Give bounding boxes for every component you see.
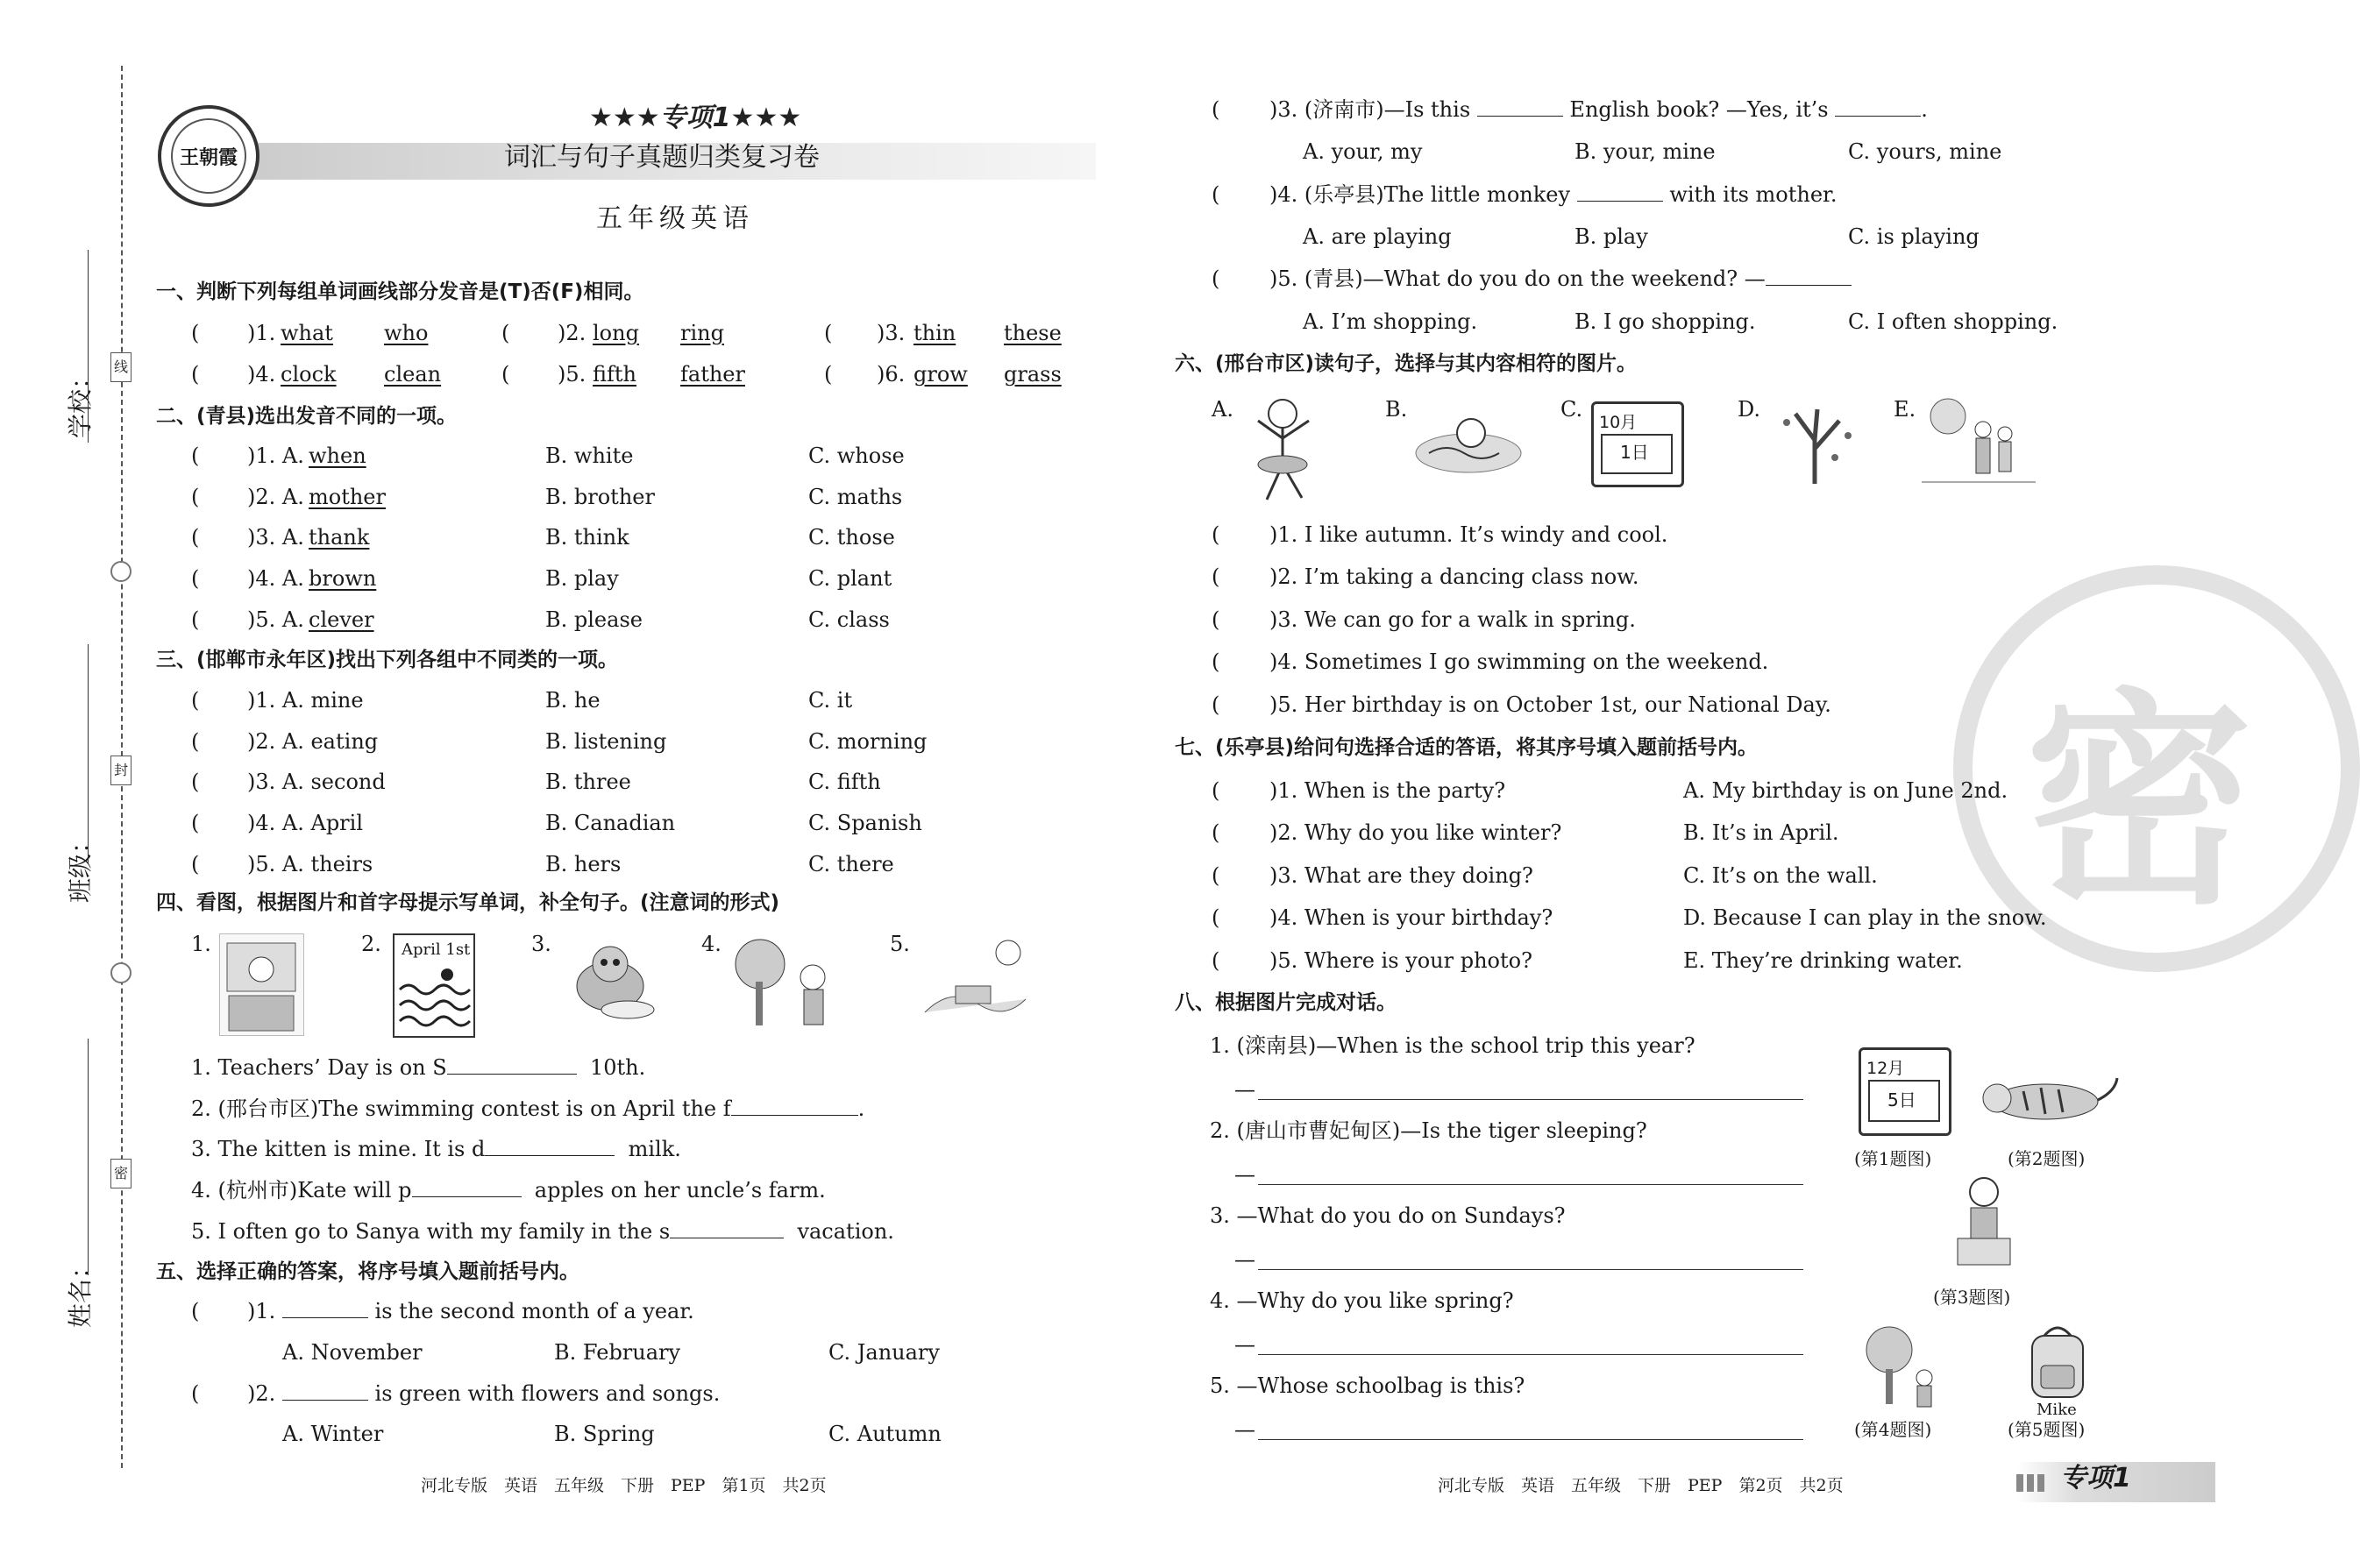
option-word: B. white bbox=[545, 443, 634, 468]
s7-question: )3. What are they doing? bbox=[1269, 863, 1533, 888]
apple-picking-picture bbox=[729, 933, 848, 1030]
option-word: when bbox=[309, 443, 366, 468]
option-word: )1. A. mine bbox=[247, 688, 364, 713]
pic-letter: A. bbox=[1212, 397, 1233, 422]
dialogue-dash: — bbox=[1234, 1417, 1255, 1442]
footer-left: 河北专版 英语 五年级 下册 PEP 第1页 共2页 bbox=[421, 1476, 827, 1495]
mc-option: A. your, my bbox=[1303, 139, 1423, 164]
mc-option: A. I’m shopping. bbox=[1303, 309, 1478, 334]
s1-num: )4. bbox=[247, 362, 276, 387]
pic-letter: E. bbox=[1894, 397, 1916, 422]
option-label: )1. A. bbox=[247, 443, 304, 468]
mc-option: B. February bbox=[554, 1340, 681, 1365]
page-title: 词汇与句子真题归类复习卷 bbox=[504, 142, 820, 173]
s7-answer: D. Because I can play in the snow. bbox=[1683, 905, 2047, 930]
calendar-day: 1日 bbox=[1620, 442, 1649, 463]
mc-option: C. yours, mine bbox=[1848, 139, 2002, 164]
s7-question: )5. Where is your photo? bbox=[1269, 948, 1532, 973]
answer-paren[interactable]: ( bbox=[1212, 948, 1220, 973]
s7-answer: A. My birthday is on June 2nd. bbox=[1683, 778, 2008, 803]
calendar-picture bbox=[1591, 401, 1684, 487]
option-word: thank bbox=[309, 525, 370, 550]
mc-option: C. January bbox=[828, 1340, 940, 1365]
name-label: 姓名： bbox=[66, 1253, 95, 1328]
section-3-title: 三、(邯郸市永年区)找出下列各组中不同类的一项。 bbox=[156, 649, 619, 671]
swimming-boy-picture bbox=[1411, 405, 1525, 479]
s6-item: )4. Sometimes I go swimming on the weekend. bbox=[1269, 649, 1769, 674]
option-word: mother bbox=[309, 485, 386, 509]
s1-word: father bbox=[680, 362, 745, 387]
dialogue-question: 2. (唐山市曹妃甸区)—Is the tiger sleeping? bbox=[1210, 1118, 1647, 1143]
s6-item: )2. I’m taking a dancing class now. bbox=[1269, 564, 1639, 589]
mc-option: C. Autumn bbox=[828, 1422, 942, 1446]
s7-answer: C. It’s on the wall. bbox=[1683, 863, 1878, 888]
section-2-title: 二、(青县)选出发音不同的一项。 bbox=[156, 405, 458, 428]
option-word: C. Spanish bbox=[808, 811, 922, 835]
answer-blank[interactable] bbox=[282, 1298, 368, 1318]
answer-paren[interactable]: ( bbox=[1212, 564, 1220, 589]
answer-paren[interactable]: ( bbox=[1212, 692, 1220, 717]
calendar-date-text: April 1st bbox=[402, 940, 471, 959]
gutter-ornament-icon bbox=[110, 962, 132, 983]
answer-paren[interactable]: ( bbox=[191, 729, 200, 754]
mc-option: B. play bbox=[1575, 224, 1648, 249]
answer-paren[interactable]: ( bbox=[1212, 607, 1220, 632]
mc-option: C. I often shopping. bbox=[1848, 309, 2058, 334]
mc-option: A. November bbox=[282, 1340, 423, 1365]
answer-paren[interactable]: ( bbox=[1212, 182, 1220, 207]
s1-word: grass bbox=[1004, 362, 1062, 387]
answer-paren[interactable]: ( bbox=[1212, 649, 1220, 674]
dialogue-dash: — bbox=[1234, 1332, 1255, 1357]
dialogue-dash: — bbox=[1234, 1162, 1255, 1187]
s7-answer: E. They’re drinking water. bbox=[1683, 948, 1963, 973]
class-label: 班级： bbox=[66, 828, 95, 903]
girl-reading-picture bbox=[1944, 1173, 2023, 1274]
answer-blank[interactable] bbox=[1477, 96, 1563, 117]
answer-paren[interactable]: ( bbox=[191, 525, 200, 550]
mc-option: A. are playing bbox=[1303, 224, 1452, 249]
option-label: )4. A. bbox=[247, 566, 304, 591]
swimming-calendar-picture bbox=[393, 933, 475, 1038]
answer-line[interactable] bbox=[1258, 1269, 1803, 1270]
mc-question: )5. (青县)—What do you do on the weekend? — bbox=[1269, 266, 1852, 292]
option-word: C. maths bbox=[808, 485, 903, 509]
answer-paren[interactable]: ( bbox=[191, 688, 200, 713]
s1-word: what bbox=[281, 321, 333, 345]
pic-num: 4. bbox=[701, 932, 722, 956]
fill-sentence: 2. (邢台市区)The swimming contest is on April the f . bbox=[191, 1096, 865, 1121]
answer-blank[interactable] bbox=[670, 1218, 784, 1238]
s7-question: )4. When is your birthday? bbox=[1269, 905, 1553, 930]
ballet-dancer-picture bbox=[1240, 394, 1324, 504]
section-1-title: 一、判断下列每组单词画线部分发音是(T)否(F)相同。 bbox=[156, 280, 644, 303]
pic-num: 2. bbox=[361, 932, 381, 956]
series-label: ★★★专项1★★★ bbox=[589, 103, 802, 133]
kitten-picture bbox=[558, 938, 661, 1024]
s1-num: )5. bbox=[558, 362, 586, 387]
fill-sentence: 4. (杭州市)Kate will p apples on her uncle’s farm. bbox=[191, 1178, 826, 1203]
answer-paren[interactable]: ( bbox=[1212, 97, 1220, 122]
binding-gutter bbox=[0, 0, 149, 1568]
s1-word: grow bbox=[913, 362, 968, 387]
answer-paren[interactable]: ( bbox=[191, 852, 200, 876]
school-field[interactable] bbox=[88, 250, 89, 443]
teacher-picture bbox=[219, 933, 304, 1036]
dialogue-question: 4. —Why do you like spring? bbox=[1210, 1288, 1514, 1313]
s1-word: thin bbox=[913, 321, 956, 345]
pic-num: 3. bbox=[531, 932, 551, 956]
answer-paren[interactable]: ( bbox=[191, 811, 200, 835]
section-8-title: 八、根据图片完成对话。 bbox=[1175, 991, 1397, 1014]
page-subtitle: 五年级英语 bbox=[596, 203, 754, 234]
class-field[interactable] bbox=[88, 644, 89, 863]
s6-item: )5. Her birthday is on October 1st, our National Day. bbox=[1269, 692, 1831, 717]
s7-question: )2. Why do you like winter? bbox=[1269, 820, 1562, 845]
mc-question: )2. is green with flowers and songs. bbox=[247, 1381, 721, 1406]
answer-line[interactable] bbox=[1258, 1099, 1803, 1100]
s1-num: )2. bbox=[558, 321, 586, 345]
option-word: C. plant bbox=[808, 566, 892, 591]
school-label: 学校： bbox=[66, 364, 95, 438]
option-label: )3. A. bbox=[247, 525, 304, 550]
pic-letter: C. bbox=[1560, 397, 1583, 422]
section-7-title: 七、(乐亭县)给问句选择合适的答语，将其序号填入题前括号内。 bbox=[1175, 736, 1759, 759]
seal-box-1: 线 bbox=[110, 352, 132, 382]
answer-blank[interactable] bbox=[1835, 96, 1921, 117]
dialogue-question: 5. —Whose schoolbag is this? bbox=[1210, 1373, 1525, 1398]
answer-paren[interactable]: ( bbox=[191, 1299, 200, 1323]
option-word: )2. A. eating bbox=[247, 729, 379, 754]
s1-num: )3. bbox=[877, 321, 906, 345]
corner-tag: 专项1 bbox=[2060, 1463, 2131, 1494]
answer-paren[interactable]: ( bbox=[1212, 820, 1220, 845]
answer-paren[interactable]: ( bbox=[1212, 522, 1220, 547]
section-4-title: 四、看图，根据图片和首字母提示写单词，补全句子。(注意词的形式) bbox=[156, 891, 780, 914]
option-label: )5. A. bbox=[247, 607, 304, 632]
answer-blank[interactable] bbox=[1766, 266, 1852, 286]
option-word: )4. A. April bbox=[247, 811, 363, 835]
s1-word: clean bbox=[384, 362, 442, 387]
option-word: B. think bbox=[545, 525, 629, 550]
mc-option: B. Spring bbox=[554, 1422, 655, 1446]
section-5-title: 五、选择正确的答案，将序号填入题前括号内。 bbox=[156, 1260, 579, 1283]
mc-option: C. is playing bbox=[1848, 224, 1980, 249]
fill-sentence: 1. Teachers’ Day is on S 10th. bbox=[191, 1055, 646, 1080]
answer-paren[interactable]: ( bbox=[1212, 778, 1220, 803]
answer-paren[interactable]: ( bbox=[191, 607, 200, 632]
option-word: C. it bbox=[808, 688, 853, 713]
figure-caption: (第5题图) bbox=[2008, 1419, 2086, 1440]
answer-blank[interactable] bbox=[731, 1096, 858, 1116]
name-field[interactable] bbox=[88, 1039, 89, 1275]
mc-option: B. I go shopping. bbox=[1575, 309, 1756, 334]
answer-paren[interactable]: ( bbox=[824, 362, 833, 387]
figure-caption: (第1题图) bbox=[1854, 1148, 1932, 1169]
fill-sentence: 5. I often go to Sanya with my family in the s vacation. bbox=[191, 1219, 894, 1244]
option-word: C. fifth bbox=[808, 770, 881, 794]
s1-word: who bbox=[384, 321, 429, 345]
answer-paren[interactable]: ( bbox=[501, 321, 510, 345]
calendar-month: 10月 bbox=[1599, 413, 1638, 432]
option-word: C. whose bbox=[808, 443, 905, 468]
answer-line[interactable] bbox=[1258, 1439, 1803, 1440]
tiger-picture bbox=[1971, 1065, 2120, 1135]
s1-word: these bbox=[1004, 321, 1062, 345]
option-word: C. there bbox=[808, 852, 894, 876]
option-word: B. hers bbox=[545, 852, 622, 876]
s6-item: )1. I like autumn. It’s windy and cool. bbox=[1269, 522, 1668, 547]
pic-num: 1. bbox=[191, 932, 211, 956]
dialogue-question: 1. (滦南县)—When is the school trip this year? bbox=[1210, 1033, 1695, 1058]
option-word: )3. A. second bbox=[247, 770, 386, 794]
answer-paren[interactable]: ( bbox=[191, 566, 200, 591]
answer-line[interactable] bbox=[1258, 1184, 1803, 1185]
seal-box-3: 密 bbox=[110, 1159, 132, 1188]
s1-word: ring bbox=[680, 321, 724, 345]
logo-text: 王朝霞 bbox=[171, 118, 246, 194]
seal-box-2: 封 bbox=[110, 756, 132, 785]
s1-word: fifth bbox=[593, 362, 636, 387]
autumn-tree-picture bbox=[1769, 396, 1861, 488]
answer-paren[interactable]: ( bbox=[191, 443, 200, 468]
s7-question: )1. When is the party? bbox=[1269, 778, 1506, 803]
s1-num: )6. bbox=[877, 362, 906, 387]
calendar-day: 5日 bbox=[1887, 1089, 1916, 1110]
option-word: B. Canadian bbox=[545, 811, 676, 835]
s1-word: clock bbox=[281, 362, 337, 387]
family-walk-picture bbox=[1922, 394, 2036, 489]
mc-option: A. Winter bbox=[282, 1422, 384, 1446]
mc-question: )3. (济南市)—Is this English book? —Yes, it’s . bbox=[1269, 97, 1928, 122]
option-word: B. three bbox=[545, 770, 631, 794]
gutter-ornament-icon bbox=[110, 561, 132, 582]
answer-paren[interactable]: ( bbox=[501, 362, 510, 387]
answer-paren[interactable]: ( bbox=[191, 770, 200, 794]
answer-blank[interactable] bbox=[282, 1380, 368, 1401]
answer-paren[interactable]: ( bbox=[191, 321, 200, 345]
option-word: clever bbox=[309, 607, 374, 632]
option-word: B. listening bbox=[545, 729, 667, 754]
footer-right: 河北专版 英语 五年级 下册 PEP 第2页 共2页 bbox=[1438, 1476, 1844, 1495]
brand-logo bbox=[158, 105, 259, 207]
option-word: )5. A. theirs bbox=[247, 852, 373, 876]
pic-num: 5. bbox=[890, 932, 910, 956]
figure-caption: (第2题图) bbox=[2008, 1148, 2086, 1169]
corner-tag-squares bbox=[2016, 1474, 2044, 1492]
answer-blank[interactable] bbox=[412, 1177, 522, 1197]
mc-question: )1. is the second month of a year. bbox=[247, 1299, 694, 1323]
s7-answer: B. It’s in April. bbox=[1683, 820, 1839, 845]
s1-word: long bbox=[593, 321, 639, 345]
answer-blank[interactable] bbox=[1577, 181, 1663, 202]
section-6-title: 六、(邢台市区)读句子，选择与其内容相符的图片。 bbox=[1175, 352, 1638, 375]
s6-item: )3. We can go for a walk in spring. bbox=[1269, 607, 1636, 632]
bag-owner-label: Mike bbox=[2037, 1401, 2077, 1419]
calendar-picture bbox=[1859, 1047, 1951, 1136]
dialogue-dash: — bbox=[1234, 1247, 1255, 1272]
s1-num: )1. bbox=[247, 321, 276, 345]
figure-caption: (第4题图) bbox=[1854, 1419, 1932, 1440]
figure-caption: (第3题图) bbox=[1933, 1287, 2011, 1308]
picnic-tree-picture bbox=[1854, 1323, 1951, 1415]
fill-sentence: 3. The kitten is mine. It is d milk. bbox=[191, 1137, 681, 1161]
answer-paren[interactable]: ( bbox=[824, 321, 833, 345]
dialogue-dash: — bbox=[1234, 1077, 1255, 1102]
schoolbag-picture bbox=[2025, 1323, 2091, 1401]
option-word: B. he bbox=[545, 688, 601, 713]
option-word: B. please bbox=[545, 607, 643, 632]
answer-line[interactable] bbox=[1258, 1354, 1803, 1355]
option-word: B. play bbox=[545, 566, 619, 591]
answer-paren[interactable]: ( bbox=[191, 362, 200, 387]
option-label: )2. A. bbox=[247, 485, 304, 509]
option-word: C. those bbox=[808, 525, 895, 550]
pic-letter: D. bbox=[1738, 397, 1761, 422]
summer-beach-picture bbox=[921, 933, 1030, 1030]
calendar-month: 12月 bbox=[1866, 1059, 1905, 1078]
answer-paren[interactable]: ( bbox=[191, 1381, 200, 1406]
dialogue-question: 3. —What do you do on Sundays? bbox=[1210, 1203, 1566, 1228]
answer-paren[interactable]: ( bbox=[1212, 266, 1220, 291]
option-word: C. morning bbox=[808, 729, 928, 754]
answer-blank[interactable] bbox=[447, 1054, 577, 1075]
mc-question: )4. (乐亭县)The little monkey with its mother. bbox=[1269, 182, 1838, 207]
option-word: brown bbox=[309, 566, 377, 591]
pic-letter: B. bbox=[1385, 397, 1408, 422]
answer-paren[interactable]: ( bbox=[1212, 863, 1220, 888]
option-word: C. class bbox=[808, 607, 890, 632]
option-word: B. brother bbox=[545, 485, 655, 509]
mc-option: B. your, mine bbox=[1575, 139, 1716, 164]
answer-paren[interactable]: ( bbox=[191, 485, 200, 509]
answer-blank[interactable] bbox=[485, 1136, 615, 1156]
watermark-text: 密 bbox=[2025, 670, 2253, 935]
answer-paren[interactable]: ( bbox=[1212, 905, 1220, 930]
